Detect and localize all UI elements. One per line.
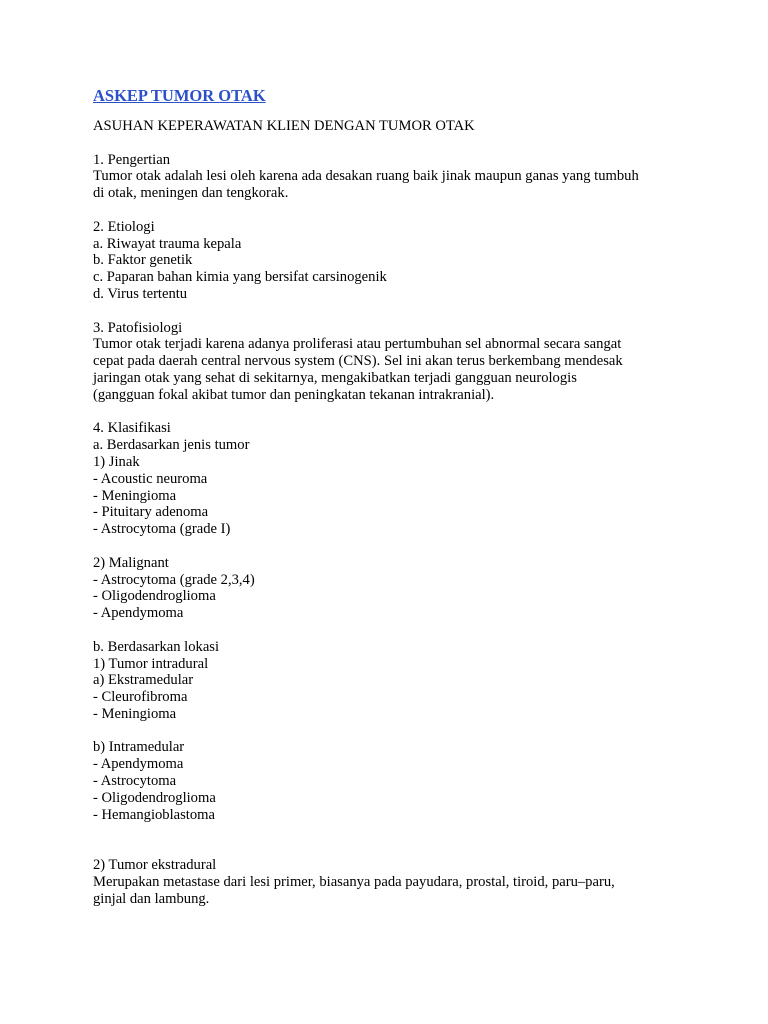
spacer [93,303,693,320]
section-heading: b. Berdasarkan lokasi [93,638,220,655]
section-heading: 2) Malignant [93,554,169,571]
list-item: d. Virus tertentu [93,285,188,302]
spacer [93,538,693,555]
section-etiologi [93,219,693,303]
list-item: b. Faktor genetik [93,252,193,269]
section-intramedular [93,739,693,823]
paragraph-line: Tumor otak terjadi karena adanya proliferasi atau pertumbuhan sel abnormal secara sangat [93,336,622,353]
section-heading: 2) Tumor ekstradural [93,857,217,874]
list-item: - Acoustic neuroma [93,470,208,487]
list-item: 1) Tumor intradural [93,655,209,672]
spacer [93,823,693,857]
paragraph-line: Tumor otak adalah lesi oleh karena ada desakan ruang baik jinak maupun ganas yang tumbuh [93,168,639,185]
paragraph-line: ginjal dan lambung. [93,890,210,907]
list-item: 1) Jinak [93,453,140,470]
list-item: - Pituitary adenoma [93,504,209,521]
list-item: a) Ekstramedular [93,672,194,689]
section-patofisiologi [93,320,693,404]
paragraph-line: Merupakan metastase dari lesi primer, biasanya pada payudara, prostal, tiroid, paru–paru, [93,873,615,890]
paragraph-line: cepat pada daerah central nervous system (CNS). Sel ini akan terus berkembang mendesak [93,353,623,370]
list-item: - Apendymoma [93,756,184,773]
list-item: - Hemangioblastoma [93,806,215,823]
paragraph-line: jaringan otak yang sehat di sekitarnya, mengakibatkan terjadi gangguan neurologis [93,369,577,386]
paragraph-line: (gangguan fokal akibat tumor dan peningkatan tekanan intrakranial). [93,386,495,403]
list-item: - Oligodendroglioma [93,588,216,605]
list-item: a. Berdasarkan jenis tumor [93,437,250,454]
paragraph-line: di otak, meningen dan tengkorak. [93,185,289,202]
section-klasifikasi [93,420,693,538]
list-item: - Meningioma [93,487,177,504]
section-heading: 4. Klasifikasi [93,420,171,437]
list-item: - Cleurofibroma [93,689,188,706]
section-heading: 3. Patofisiologi [93,319,183,336]
section-lokasi [93,639,693,723]
document-body [93,86,693,907]
list-item: - Astrocytoma [93,773,177,790]
section-pengertian [93,152,693,202]
list-item: a. Riwayat trauma kepala [93,235,242,252]
list-item: - Astrocytoma (grade I) [93,521,231,538]
section-ekstradural [93,857,693,907]
spacer [93,135,693,152]
list-item: - Apendymoma [93,605,184,622]
section-malignant [93,555,693,622]
list-item: - Astrocytoma (grade 2,3,4) [93,571,255,588]
spacer [93,723,693,740]
document-title-link[interactable]: ASKEP TUMOR OTAK [93,86,266,105]
section-heading: 2. Etiologi [93,218,155,235]
spacer [93,202,693,219]
list-item: - Meningioma [93,705,177,722]
spacer [93,404,693,421]
section-heading: b) Intramedular [93,739,185,756]
document-subtitle: ASUHAN KEPERAWATAN KLIEN DENGAN TUMOR OTAK [93,118,475,134]
section-heading: 1. Pengertian [93,151,171,168]
list-item: c. Paparan bahan kimia yang bersifat carsinogenik [93,269,387,286]
spacer [93,622,693,639]
list-item: - Oligodendroglioma [93,789,216,806]
